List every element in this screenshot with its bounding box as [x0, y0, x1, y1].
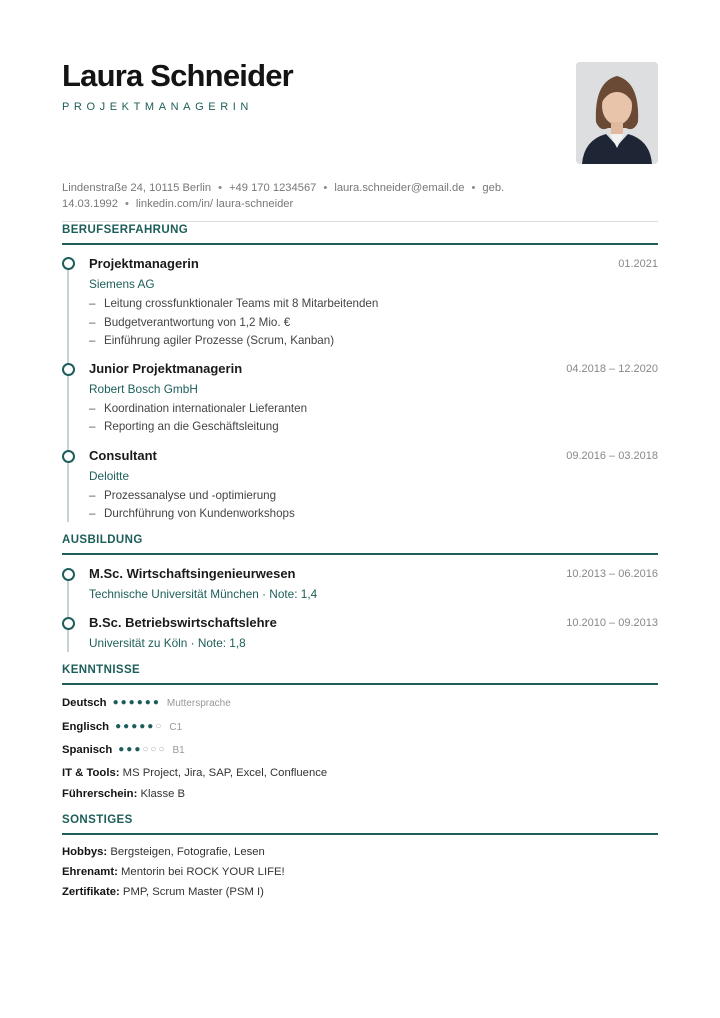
separator-dot: • — [323, 182, 328, 194]
language-label: Deutsch — [62, 697, 107, 709]
rating-dot-filled: ● — [131, 721, 140, 732]
section-title-skills: KENNTNISSE — [62, 664, 141, 676]
language-rating — [115, 721, 163, 732]
profile-photo — [576, 62, 658, 164]
rating-dot-filled: ● — [112, 697, 121, 708]
timeline-dot — [62, 568, 75, 581]
rating-dot-empty: ○ — [158, 744, 167, 755]
contact-email[interactable]: laura.schneider@email.de — [334, 182, 465, 194]
timeline-dot — [62, 450, 75, 463]
rating-dot-empty: ○ — [155, 721, 164, 732]
rating-dot-filled: ● — [134, 744, 143, 755]
rating-dot-filled: ● — [115, 721, 124, 732]
section-title-other: SONSTIGES — [62, 814, 133, 826]
section-rule — [62, 833, 658, 835]
degree-school: Universität zu Köln · Note: 1,8 — [89, 636, 246, 650]
job-date: 09.2016 – 03.2018 — [566, 450, 658, 462]
rating-dot-filled: ● — [144, 697, 153, 708]
language-row — [62, 744, 185, 756]
rating-dot-filled: ● — [136, 697, 145, 708]
job-bullet: – Prozessanalyse und -optimierung — [89, 489, 277, 502]
section-rule — [62, 243, 658, 245]
section-title-experience: BERUFSERFAHRUNG — [62, 224, 189, 236]
contact-phone[interactable]: +49 170 1234567 — [228, 182, 317, 194]
job-bullet: – Reporting an die Geschäftsleitung — [89, 420, 279, 433]
job-bullet: – Budgetverantwortung von 1,2 Mio. € — [89, 316, 291, 329]
language-level: Muttersprache — [166, 698, 231, 709]
language-label: Spanisch — [62, 744, 113, 756]
rating-dot-filled: ● — [123, 721, 132, 732]
timeline-dot — [62, 257, 75, 270]
job-bullet: – Leitung crossfunktionaler Teams mit 8 Mitarbeitenden — [89, 297, 379, 310]
job-bullet: – Koordination internationaler Lieferanten — [89, 402, 308, 415]
degree-date: 10.2010 – 09.2013 — [566, 617, 658, 629]
contact-line — [62, 180, 658, 212]
degree-title: M.Sc. Wirtschaftsingenieurwesen — [89, 566, 296, 581]
contact-birthdate: geb. 14.03.1992 — [62, 182, 505, 210]
other-row-certificates: Zertifikate: PMP, Scrum Master (PSM I) — [62, 886, 264, 898]
job-date: 04.2018 – 12.2020 — [566, 363, 658, 375]
rating-dot-empty: ○ — [142, 744, 151, 755]
contact-address: Lindenstraße 24, 10115 Berlin — [62, 182, 212, 194]
job-company: Deloitte — [89, 469, 129, 483]
rating-dot-filled: ● — [128, 697, 137, 708]
language-label: Englisch — [62, 721, 110, 733]
language-row — [62, 721, 182, 733]
job-title: Junior Projektmanagerin — [89, 361, 243, 376]
skill-row-tools: IT & Tools: MS Project, Jira, SAP, Excel, Confluence — [62, 767, 328, 779]
candidate-name: Laura Schneider — [62, 58, 293, 93]
language-level: B1 — [172, 745, 185, 756]
degree-date: 10.2013 – 06.2016 — [566, 568, 658, 580]
language-rating — [118, 744, 166, 755]
rating-dot-filled: ● — [152, 697, 161, 708]
timeline-line — [67, 262, 69, 522]
other-row-hobbies: Hobbys: Bergsteigen, Fotografie, Lesen — [62, 846, 265, 858]
separator-dot: • — [471, 182, 476, 194]
rating-dot-filled: ● — [118, 744, 127, 755]
separator-dot: • — [218, 182, 222, 194]
contact-linkedin[interactable]: linkedin.com/in/ laura-schneider — [135, 198, 294, 210]
other-row-volunteer: Ehrenamt: Mentorin bei ROCK YOUR LIFE! — [62, 866, 285, 878]
job-title: Projektmanagerin — [89, 256, 199, 271]
section-rule — [62, 553, 658, 555]
degree-title: B.Sc. Betriebswirtschaftslehre — [89, 615, 277, 630]
job-date: 01.2021 — [618, 258, 658, 270]
job-title: Consultant — [89, 448, 157, 463]
rating-dot-filled: ● — [147, 721, 156, 732]
candidate-role: PROJEKTMANAGERIN — [62, 101, 253, 113]
job-company: Siemens AG — [89, 277, 155, 291]
language-rating — [113, 697, 161, 708]
section-title-education: AUSBILDUNG — [62, 534, 143, 546]
resume-page — [62, 0, 658, 1018]
rating-dot-empty: ○ — [150, 744, 159, 755]
timeline-line — [67, 574, 69, 652]
timeline-dot — [62, 617, 75, 630]
job-company: Robert Bosch GmbH — [89, 382, 198, 396]
rating-dot-filled: ● — [126, 744, 135, 755]
rating-dot-filled: ● — [120, 697, 129, 708]
section-rule — [62, 683, 658, 685]
timeline-dot — [62, 363, 75, 376]
separator-dot: • — [125, 198, 129, 210]
job-bullet: – Einführung agiler Prozesse (Scrum, Kanban) — [89, 334, 335, 347]
portrait-image — [576, 62, 658, 164]
header-divider — [62, 221, 658, 222]
skill-row-license: Führerschein: Klasse B — [62, 788, 186, 800]
rating-dot-filled: ● — [139, 721, 148, 732]
degree-school: Technische Universität München · Note: 1,4 — [89, 587, 318, 601]
language-level: C1 — [169, 722, 183, 733]
job-bullet: – Durchführung von Kundenworkshops — [89, 507, 295, 520]
language-row — [62, 697, 231, 709]
